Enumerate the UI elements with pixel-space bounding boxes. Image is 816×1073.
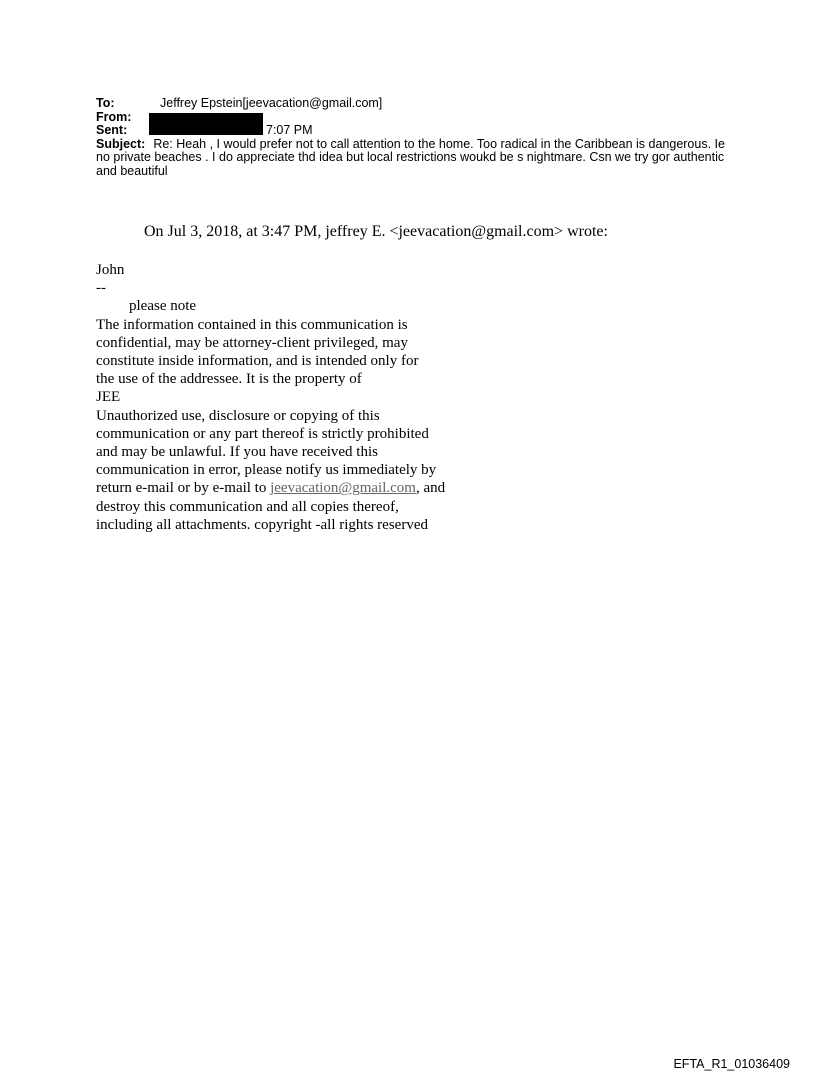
- disclaimer-line: Unauthorized use, disclosure or copying of this: [96, 407, 380, 424]
- disclaimer-line-with-link: [96, 479, 496, 497]
- disclaimer-line: confidential, may be attorney-client privileged, may: [96, 334, 408, 351]
- disclaimer-line: communication or any part thereof is strictly prohibited: [96, 425, 429, 442]
- to-value: Jeffrey Epstein[jeevacation@gmail.com]: [160, 96, 383, 110]
- return-prefix: return e-mail or by e-mail to: [96, 480, 271, 497]
- disclaimer-line: the use of the addressee. It is the property of: [96, 371, 362, 388]
- disclaimer-line: The information contained in this communication is: [96, 316, 408, 333]
- signature-name: John: [96, 262, 125, 278]
- disclaimer-line: communication in error, please notify us immediately by: [96, 462, 437, 479]
- from-label: From:: [96, 109, 132, 124]
- document-id: EFTA_R1_01036409: [673, 1057, 790, 1071]
- subject-row: [96, 138, 736, 179]
- redaction-box: [149, 113, 263, 135]
- disclaimer-line: constitute inside information, and is intended only for: [96, 353, 419, 370]
- disclaimer-line: including all attachments. copyright -all rights reserved: [96, 516, 428, 533]
- sent-label: Sent:: [96, 123, 128, 137]
- sent-value: 7:07 PM: [266, 123, 313, 137]
- quote-intro: On Jul 3, 2018, at 3:47 PM, jeffrey E. <jeevacation@gmail.com> wrote:: [144, 223, 608, 240]
- to-row: [96, 97, 736, 111]
- email-body: [96, 261, 496, 534]
- email-header: [96, 97, 736, 178]
- return-suffix: , and: [415, 480, 446, 497]
- subject-label: Subject:: [96, 136, 146, 151]
- email-link[interactable]: jeevacation@gmail.com: [270, 480, 416, 497]
- to-label: To:: [96, 96, 115, 110]
- subject-value: Re: Heah , I would prefer not to call attention to the home. Too radical in the Caribbean is dangerous. Ie no private beaches . I do appreciate thd idea but local restrictions woukd be s nightmare. Csn we try gor authentic and beautiful: [96, 136, 725, 178]
- signature-separator: --: [96, 280, 106, 297]
- disclaimer-line: JEE: [96, 389, 121, 406]
- disclaimer-line: and may be unlawful. If you have received this: [96, 444, 378, 461]
- please-note: please note: [129, 298, 197, 315]
- disclaimer-line: destroy this communication and all copies thereof,: [96, 498, 399, 515]
